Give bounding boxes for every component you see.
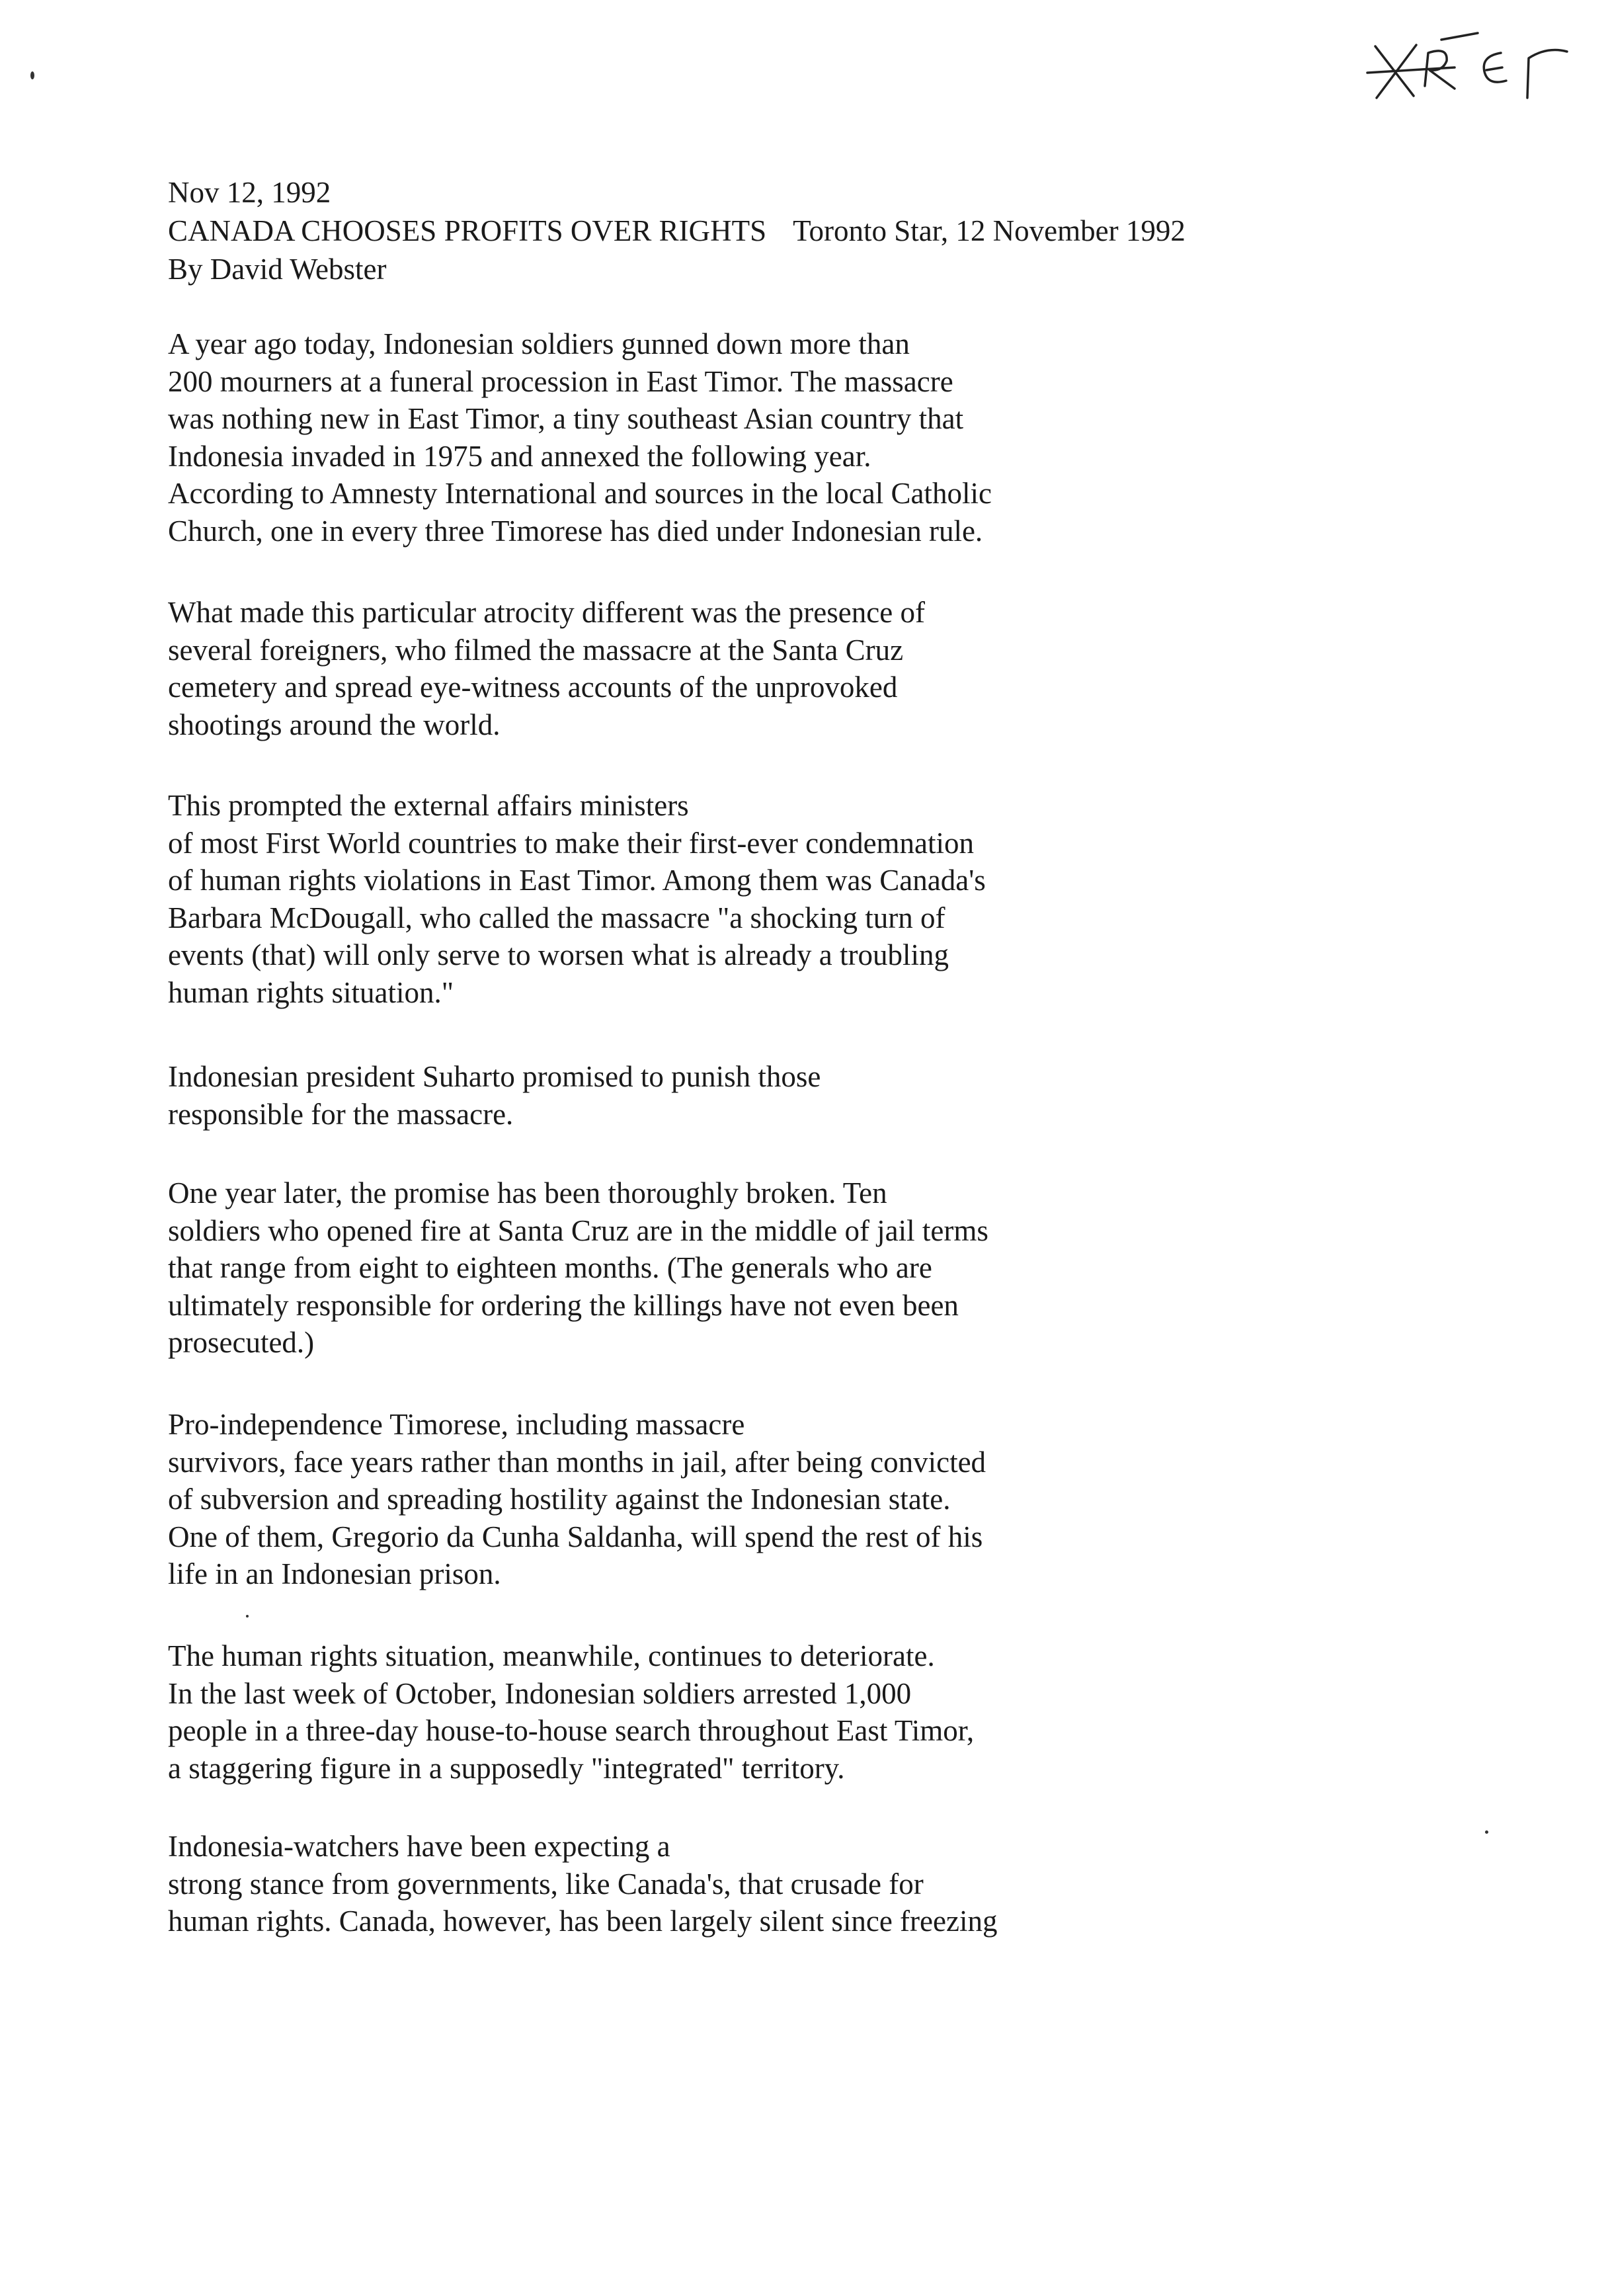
paragraph-line: shootings around the world. (168, 708, 501, 741)
paragraph-line: of subversion and spreading hostility against the Indonesian state. (168, 1483, 951, 1516)
paragraph (168, 1058, 1160, 1133)
scan-speck (246, 1615, 249, 1618)
paragraph-line: A year ago today, Indonesian soldiers gunned down more than (168, 327, 910, 360)
article-title-line (168, 212, 1424, 250)
paragraph-line: Indonesia invaded in 1975 and annexed the following year. (168, 439, 871, 473)
paragraph-line: a staggering figure in a supposedly "integrated" territory. (168, 1751, 845, 1785)
paragraph-line: cemetery and spread eye-witness accounts of the unprovoked (168, 671, 898, 704)
paragraph (168, 1637, 1160, 1787)
handwritten-xref-mark (1362, 20, 1580, 106)
paragraph (168, 1174, 1160, 1362)
paragraph (168, 1828, 1160, 1940)
paragraph-line: Pro-independence Timorese, including massacre (168, 1408, 745, 1441)
paragraph-line: ultimately responsible for ordering the killings have not even been (168, 1288, 959, 1322)
paragraph-line: One year later, the promise has been thoroughly broken. Ten (168, 1176, 887, 1210)
article-date: Nov 12, 1992 (168, 176, 331, 209)
paragraph (168, 1406, 1160, 1593)
paragraph-line: Barbara McDougall, who called the massacre "a shocking turn of (168, 901, 945, 934)
article-header (168, 173, 1424, 288)
paragraph-line: human rights. Canada, however, has been largely silent since freezing (168, 1905, 998, 1938)
paragraph-line: survivors, face years rather than months in jail, after being convicted (168, 1445, 986, 1479)
paragraph-line: people in a three-day house-to-house search throughout East Timor, (168, 1714, 975, 1747)
paragraph-line: The human rights situation, meanwhile, continues to deteriorate. (168, 1639, 935, 1672)
article-source: Toronto Star, 12 November 1992 (793, 214, 1186, 247)
paragraph-line: was nothing new in East Timor, a tiny southeast Asian country that (168, 402, 964, 435)
paragraph (168, 325, 1160, 550)
scan-speck (30, 71, 34, 79)
paragraph-line: of most First World countries to make their first-ever condemnation (168, 826, 975, 860)
paragraph-line: Church, one in every three Timorese has died under Indonesian rule. (168, 514, 983, 548)
article-headline: CANADA CHOOSES PROFITS OVER RIGHTS (168, 214, 767, 247)
paragraph-line: Indonesia-watchers have been expecting a (168, 1830, 670, 1863)
paragraph-line: What made this particular atrocity different was the presence of (168, 596, 925, 629)
paragraph-line: This prompted the external affairs ministers (168, 789, 689, 822)
paragraph-line: that range from eight to eighteen months. (The generals who are (168, 1251, 932, 1284)
paragraph-line: According to Amnesty International and sources in the local Catholic (168, 477, 992, 510)
paragraph-line: events (that) will only serve to worsen what is already a troubling (168, 938, 949, 971)
scan-speck (1485, 1830, 1488, 1834)
paragraph-line: several foreigners, who filmed the massacre at the Santa Cruz (168, 633, 904, 667)
paragraph-line: prosecuted.) (168, 1326, 315, 1359)
paragraph-line: 200 mourners at a funeral procession in East Timor. The massacre (168, 364, 953, 398)
paragraph-line: One of them, Gregorio da Cunha Saldanha, will spend the rest of his (168, 1520, 983, 1553)
paragraph-line: human rights situation." (168, 975, 454, 1009)
paragraph-line: life in an Indonesian prison. (168, 1557, 501, 1590)
paragraph-line: strong stance from governments, like Canada's, that crusade for (168, 1867, 924, 1901)
paragraph-line: soldiers who opened fire at Santa Cruz are in the middle of jail terms (168, 1213, 988, 1247)
paragraph-line: responsible for the massacre. (168, 1097, 514, 1131)
paragraph-line: Indonesian president Suharto promised to punish those (168, 1060, 821, 1093)
paragraph (168, 594, 1160, 743)
paragraph-line: In the last week of October, Indonesian soldiers arrested 1,000 (168, 1676, 912, 1710)
paragraph-line: of human rights violations in East Timor. Among them was Canada's (168, 864, 986, 897)
paragraph (168, 787, 1160, 1011)
article-byline: By David Webster (168, 253, 387, 286)
